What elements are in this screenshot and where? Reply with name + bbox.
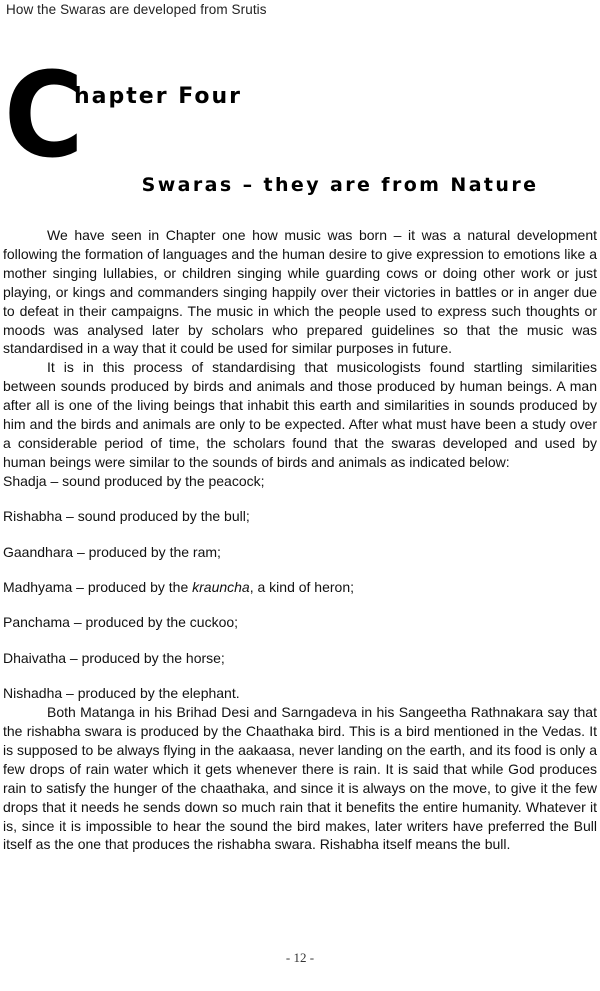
page-body xyxy=(3,226,597,854)
list-item: Panchama – produced by the cuckoo; xyxy=(3,614,239,631)
list-item: Rishabha – sound produced by the bull; xyxy=(3,508,250,525)
body-paragraph: It is in this process of standardising that musicologists found startling similarities between sounds produced by birds and animals and those produced by human beings. A man after all is one of the living beings that inhabit this earth and similarities in sounds produced by him and the birds and animals are only to be expected. After what must have been a study over a considerable period of time, the scholars found that the swaras developed and used by human beings were similar to the sounds of birds and animals as indicated below: xyxy=(3,359,597,470)
list-item: Nishadha – produced by the elephant. xyxy=(3,685,240,702)
list-item: Shadja – sound produced by the peacock; xyxy=(3,472,265,489)
body-paragraph: Both Matanga in his Brihad Desi and Sarngadeva in his Sangeetha Rathnakara say that the rishabha swara is produced by the Chaathaka bird. This is a bird mentioned in the Vedas. It is supposed to be always flying in the aakaasa, never landing on the earth, and its food is only a few drops of rain water which it gets whenever there is rain. It is said that while God produces rain to satisfy the hunger of the chaathaka, and since it is always on the move, to give it the few drops that it needs he sends down so much rain that it benefits the entire humanity. Whatever it is, since it is impossible to hear the sound the bird makes, later writers have preferred the Bull itself as the one that produces the rishabha swara. Rishabha itself means the bull. xyxy=(3,704,597,853)
chapter-title: hapter Four xyxy=(74,84,242,109)
chapter-subtitle: Swaras – they are from Nature xyxy=(141,174,539,196)
chapter-drop-cap: C xyxy=(4,46,84,184)
swara-animal-list xyxy=(3,472,597,703)
list-item-text: , a kind of heron; xyxy=(249,579,355,595)
list-item-text: Madhyama – produced by the xyxy=(3,579,193,595)
list-item xyxy=(3,578,597,597)
italic-term: krauncha xyxy=(192,579,250,595)
body-paragraph: We have seen in Chapter one how music was born – it was a natural development following the formation of languages and the human desire to give expression to emotions like a mother singing lullabies, or children singing while guarding cows or doing other work or just playing, or kings and commanders singing happily over their victories in battles or in anger due to defeat in their campaigns. The music in which the people used to express such thoughts or moods was analysed later by scholars who prepared guidelines so that the music was standardised in a way that it could be used for similar purposes in future. xyxy=(3,227,597,357)
list-item: Dhaivatha – produced by the horse; xyxy=(3,649,225,666)
running-header: How the Swaras are developed from Srutis xyxy=(6,2,267,17)
page-number: - 12 - xyxy=(285,950,315,965)
list-item: Gaandhara – produced by the ram; xyxy=(3,543,221,560)
